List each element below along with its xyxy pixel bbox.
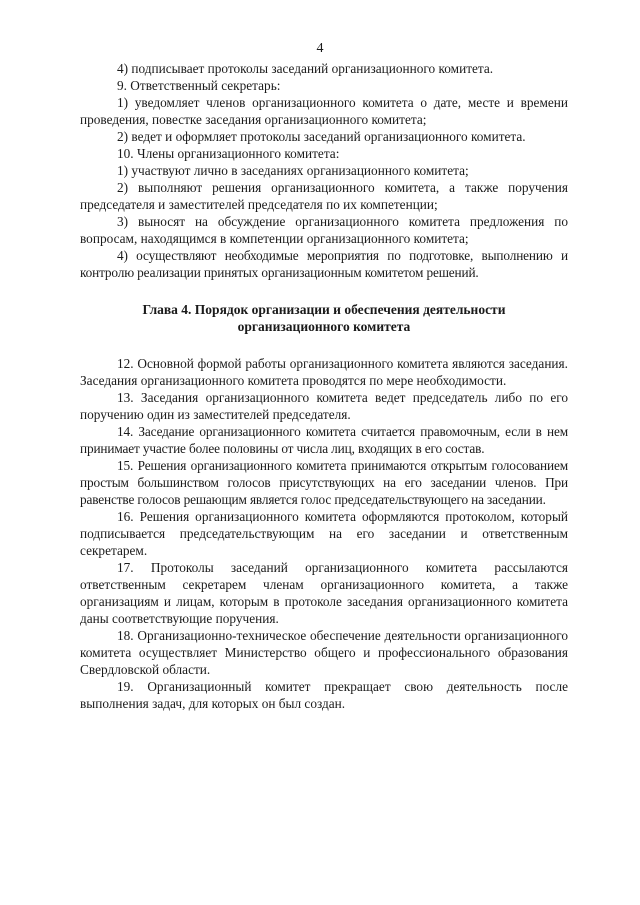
paragraph: 4) подписывает протоколы заседаний организационного комитета. (117, 61, 494, 76)
chapter-heading-line-2: организационного комитета (237, 319, 411, 334)
paragraph: 3) выносят на обсуждение организационного комитета предложения по вопросам, находящимся в компетенции организационного комитета; (80, 214, 568, 246)
paragraph: 15. Решения организационного комитета принимаются открытым голосованием простым большинством голосов присутствующих на его заседании членов. При равенстве голосов решающим является голос председательствующего на заседании. (80, 458, 568, 507)
paragraph: 1) уведомляет членов организационного комитета о дате, месте и времени проведения, повестке заседания организационного комитета; (80, 95, 568, 127)
paragraph: 4) осуществляют необходимые мероприятия по подготовке, выполнению и контролю реализации принятых организационным комитетом решений. (80, 248, 568, 280)
paragraph: 9. Ответственный секретарь: (117, 78, 281, 93)
paragraph: 18. Организационно-техническое обеспечение деятельности организационного комитета осуществляет Министерство общего и профессионального образования Свердловской области. (80, 628, 568, 677)
paragraph: 12. Основной формой работы организационного комитета являются заседания. Заседания организационного комитета проводятся по мере необходимости. (80, 356, 568, 388)
paragraph: 1) участвуют лично в заседаниях организационного комитета; (117, 163, 469, 178)
paragraph: 16. Решения организационного комитета оформляются протоколом, который подписывается председательствующим на его заседании и ответственным секретарем. (80, 509, 568, 558)
document-body (80, 60, 568, 712)
paragraph: 14. Заседание организационного комитета считается правомочным, если в нем принимает участие более половины от числа лиц, входящих в его состав. (80, 424, 568, 456)
paragraph: 10. Члены организационного комитета: (117, 146, 340, 161)
paragraph: 2) ведет и оформляет протоколы заседаний организационного комитета. (117, 129, 526, 144)
paragraph: 17. Протоколы заседаний организационного комитета рассылаются ответственным секретарем членам организационного комитета, а также организациям и лицам, которым в протоколе заседания организационного комитета даны соответствующие поручения. (80, 560, 568, 626)
paragraph: 2) выполняют решения организационного комитета, а также поручения председателя и заместителей председателя по их компетенции; (80, 180, 568, 212)
chapter-heading (80, 301, 568, 335)
chapter-heading-line-1: Глава 4. Порядок организации и обеспечения деятельности (142, 302, 506, 317)
page-number: 4 (316, 41, 324, 56)
paragraph: 19. Организационный комитет прекращает свою деятельность после выполнения задач, для которых он был создан. (80, 679, 568, 711)
paragraph: 13. Заседания организационного комитета ведет председатель либо по его поручению один из заместителей председателя. (80, 390, 568, 422)
